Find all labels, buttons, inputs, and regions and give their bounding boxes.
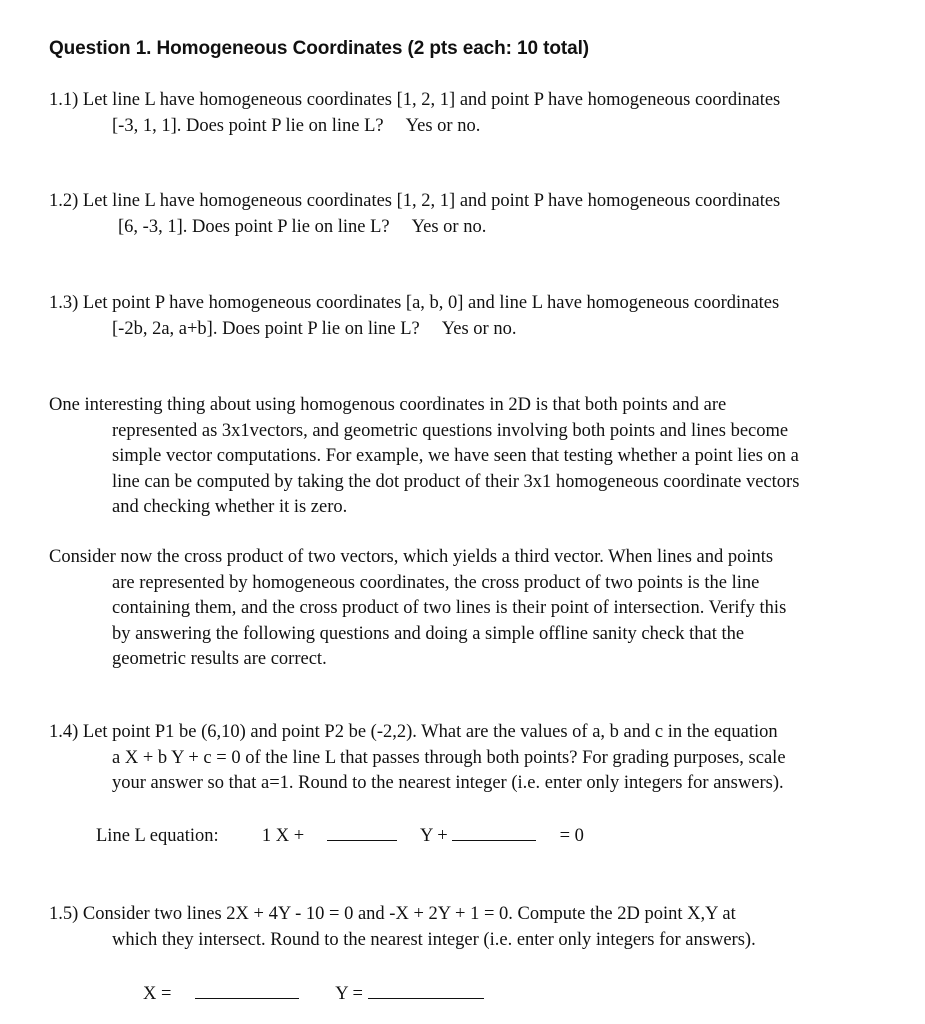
question-1-1-yes-no[interactable]: Yes or no. [405,115,481,136]
paragraph-1-line2: represented as 3x1vectors, and geometric questions involving both points and lines become [112,420,789,441]
paragraph-1-line3: simple vector computations. For example, we have seen that testing whether a point lies on a [112,446,799,466]
question-1-4-line2: a X + b Y + c = 0 of the line L that passes through both points? For grading purposes, scale [112,747,786,768]
paragraph-2-line2: are represented by homogeneous coordinates, the cross product of two points is the line [112,572,760,593]
question-1-2-text: [6, -3, 1]. Does point P lie on line L? [118,216,390,237]
b-answer-blank[interactable] [327,822,397,841]
question-1-1-line1: 1.1) Let line L have homogeneous coordinates [1, 2, 1] and point P have homogeneous coordinates [49,90,781,110]
question-1-1-text: [-3, 1, 1]. Does point P lie on line L? [112,115,384,136]
paragraph-1-line1: One interesting thing about using homogenous coordinates in 2D is that both points and are [49,395,727,415]
intersection-answer-row [143,980,484,1008]
paragraph-1-line5: and checking whether it is zero. [112,497,348,517]
paragraph-2-line3: containing them, and the cross product of two lines is their point of intersection. Verify this [112,598,787,618]
line-equation-a-term: 1 X + [261,826,305,846]
question-1-4-line3: your answer so that a=1. Round to the nearest integer (i.e. enter only integers for answers). [112,773,784,793]
x-answer-blank[interactable] [195,980,299,999]
paragraph-cross-product [49,545,911,673]
question-1-1-line2 [49,114,911,140]
paragraph-homogeneous [49,393,911,521]
question-1-3-line2 [49,317,911,343]
paragraph-2-line5: geometric results are correct. [112,649,327,669]
question-1-1 [49,88,911,139]
line-equation-y-term: Y + [419,826,448,846]
question-1-2-yes-no[interactable]: Yes or no. [411,216,487,237]
question-title: Question 1. Homogeneous Coordinates (2 pts each: 10 total) [49,38,590,59]
question-1-3-yes-no[interactable]: Yes or no. [441,318,517,339]
c-answer-blank[interactable] [452,822,536,841]
question-1-2-line1: 1.2) Let line L have homogeneous coordinates [1, 2, 1] and point P have homogeneous coordinates [49,191,781,211]
question-1-2 [49,189,911,240]
line-equation-row [96,822,584,850]
paragraph-2-line1: Consider now the cross product of two vectors, which yields a third vector. When lines and points [49,547,774,567]
x-label: X = [143,984,172,1004]
question-1-4-line1: 1.4) Let point P1 be (6,10) and point P2 be (-2,2). What are the values of a, b and c in the equation [49,722,778,742]
paragraph-2-line4: by answering the following questions and doing a simple offline sanity check that the [112,623,745,644]
question-1-2-line2 [49,215,911,241]
line-equation-label: Line L equation: [96,826,219,846]
y-answer-blank[interactable] [368,980,484,999]
question-1-5-line1: 1.5) Consider two lines 2X + 4Y - 10 = 0 and -X + 2Y + 1 = 0. Compute the 2D point X,Y at [49,904,736,924]
question-1-5 [49,902,911,953]
question-1-3-text: [-2b, 2a, a+b]. Does point P lie on line L? [112,318,420,339]
question-1-3 [49,291,911,342]
question-1-4 [49,720,911,797]
question-1-3-line1: 1.3) Let point P have homogeneous coordinates [a, b, 0] and line L have homogeneous coordinates [49,293,780,313]
y-label: Y = [335,984,363,1004]
line-equation-equals-zero: = 0 [559,826,584,846]
question-1-5-line2: which they intersect. Round to the nearest integer (i.e. enter only integers for answers). [112,929,756,950]
paragraph-1-line4: line can be computed by taking the dot product of their 3x1 homogeneous coordinate vectors [112,471,800,492]
